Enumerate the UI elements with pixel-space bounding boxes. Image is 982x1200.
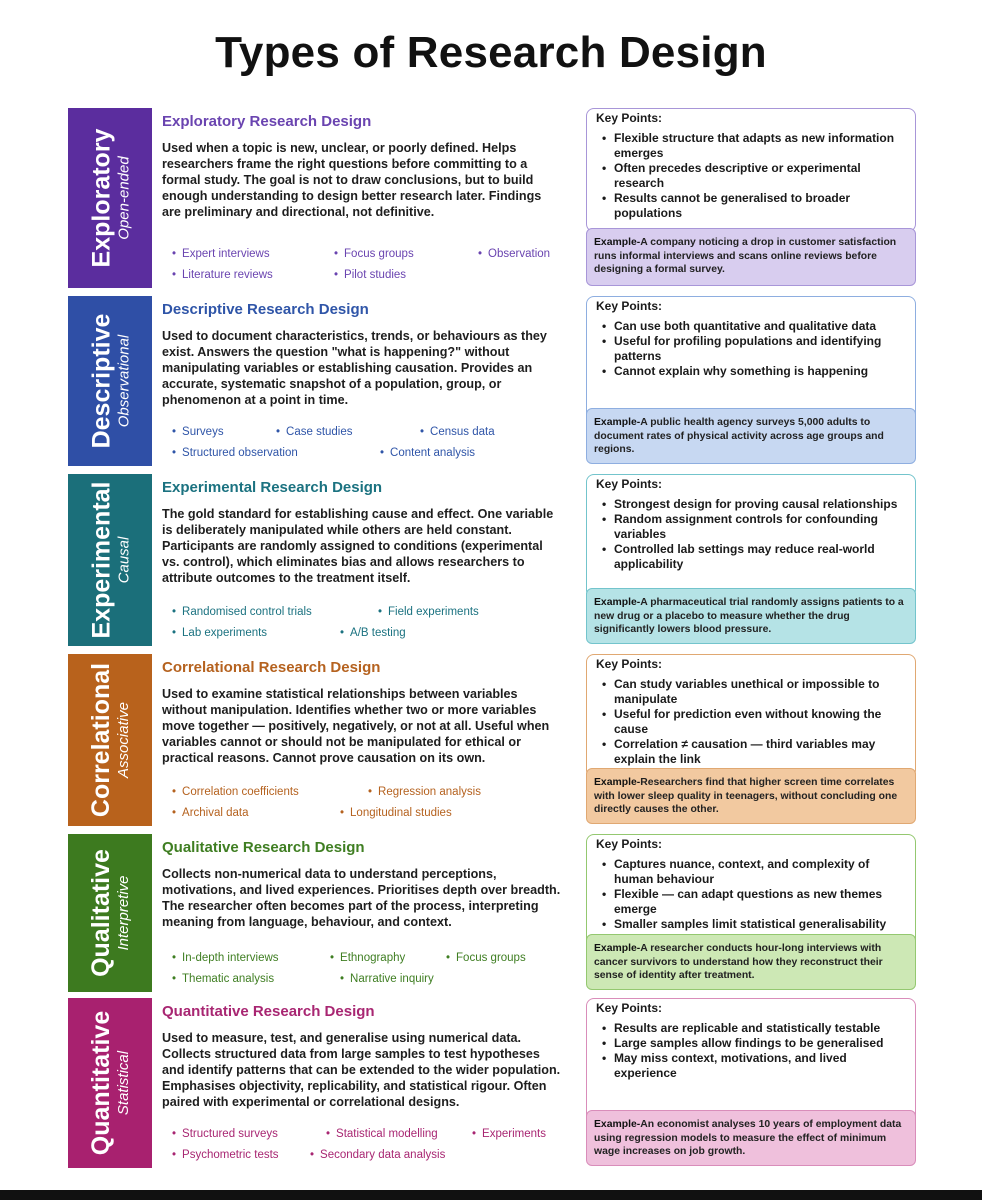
- method-item: • Thematic analysis: [172, 973, 274, 985]
- qualitative-band-subtitle: Interpretive: [115, 875, 133, 951]
- method-item: • Statistical modelling: [326, 1128, 438, 1140]
- exploratory-band-title: Exploratory: [87, 128, 115, 268]
- example-text: An economist analyses 10 years of employment data using regression models to measure the effect of minimum wage increases on job growth.: [594, 1119, 902, 1157]
- section-quantitative: [68, 998, 916, 1168]
- quantitative-band-subtitle: Statistical: [115, 1050, 133, 1116]
- section-correlational: [68, 654, 916, 826]
- key-point: • Often precedes descriptive or experimental research: [596, 161, 909, 191]
- method-item: • Surveys: [172, 426, 224, 438]
- key-point: • Strongest design for proving causal relationships: [596, 497, 909, 512]
- quantitative-band: [68, 998, 152, 1168]
- descriptive-band: [68, 296, 152, 466]
- exploratory-band-subtitle: Open-ended: [115, 156, 132, 240]
- descriptive-example: [586, 408, 916, 464]
- exploratory-key-points: [586, 108, 916, 232]
- example-text: Researchers find that higher screen time correlates with lower sleep quality in teenagers, without concluding one directly causes the other.: [594, 777, 898, 815]
- bottom-bar: [0, 1190, 982, 1200]
- method-item: • Secondary data analysis: [310, 1149, 445, 1161]
- key-point: • Useful for prediction even without knowing the cause: [596, 707, 909, 737]
- method-item: • Content analysis: [380, 447, 475, 459]
- exploratory-description: Used when a topic is new, unclear, or poorly defined. Helps researchers frame the right questions before committing to a formal study. The goal is not to draw conclusions, but to build enough understanding to design better research later. Findings are preliminary and directional, not definitive.: [162, 141, 542, 219]
- section-experimental: [68, 474, 916, 646]
- quantitative-description: Used to measure, test, and generalise using numerical data. Collects structured data from large samples to test hypotheses and identify patterns that can be extended to the wider population. Emphasises objectivity, replicability, and statistical rigour. Often paired with experimental or correlational designs.: [162, 1031, 561, 1109]
- correlational-content: [162, 654, 562, 766]
- experimental-methods: [172, 604, 592, 646]
- descriptive-band-subtitle: Observational: [115, 334, 133, 428]
- descriptive-band-title: Descriptive: [87, 313, 116, 449]
- section-descriptive: [68, 296, 916, 466]
- quantitative-example: [586, 1110, 916, 1166]
- method-item: • Narrative inquiry: [340, 973, 434, 985]
- quantitative-content: [162, 998, 562, 1110]
- section-qualitative: [68, 834, 916, 992]
- method-item: • Regression analysis: [368, 786, 481, 798]
- exploratory-band: [68, 108, 152, 288]
- key-point: • Random assignment controls for confounding variables: [596, 512, 909, 542]
- experimental-example: [586, 588, 916, 644]
- method-item: • Ethnography: [330, 952, 405, 964]
- descriptive-content: [162, 296, 562, 408]
- qualitative-description: Collects non-numerical data to understand perceptions, motivations, and lived experiences. Prioritises depth over breadth. The researcher often becomes part of the process, interpreting meaning from language, behaviour, and context.: [162, 867, 561, 929]
- method-item: • Structured observation: [172, 447, 298, 459]
- method-item: • Longitudinal studies: [340, 807, 452, 819]
- correlational-band-title: Correlational: [87, 662, 116, 818]
- qualitative-content: [162, 834, 562, 930]
- qualitative-band-title: Qualitative: [87, 849, 116, 977]
- experimental-band: [68, 474, 152, 646]
- key-point: • Correlation ≠ causation — third variables may explain the link: [596, 737, 909, 767]
- example-label: Example-: [594, 1119, 641, 1130]
- key-point: • Results are replicable and statistically testable: [596, 1021, 909, 1036]
- method-item: • Focus groups: [334, 248, 414, 260]
- qualitative-band: [68, 834, 152, 992]
- key-points-label: Key Points:: [596, 111, 663, 125]
- exploratory-example: [586, 228, 916, 286]
- method-item: • Lab experiments: [172, 627, 267, 639]
- correlational-band-subtitle: Associative: [115, 702, 133, 778]
- example-label: Example-: [594, 777, 641, 788]
- method-item: • A/B testing: [340, 627, 406, 639]
- method-item: • Case studies: [276, 426, 353, 438]
- qualitative-example: [586, 934, 916, 990]
- key-points-label: Key Points:: [596, 477, 663, 491]
- method-item: • Expert interviews: [172, 248, 270, 260]
- method-item: • Census data: [420, 426, 495, 438]
- key-points-label: Key Points:: [596, 299, 663, 313]
- method-item: • Experiments: [472, 1128, 546, 1140]
- method-item: • Focus groups: [446, 952, 526, 964]
- example-text: A researcher conducts hour-long interviews with cancer survivors to understand how they reconstruct their sense of identity after treatment.: [594, 943, 883, 981]
- example-label: Example-: [594, 597, 641, 608]
- method-item: • Randomised control trials: [172, 606, 312, 618]
- experimental-content: [162, 474, 562, 586]
- qualitative-heading: Qualitative Research Design: [162, 839, 365, 856]
- experimental-description: The gold standard for establishing cause and effect. One variable is deliberately manipulated while others are held constant. Participants are randomly assigned to conditions (experimental vs. control), which eliminates bias and allows researchers to attribute outcomes to the treatment itself.: [162, 507, 554, 585]
- exploratory-content: [162, 108, 562, 220]
- descriptive-key-points: [586, 296, 916, 420]
- method-item: • Archival data: [172, 807, 249, 819]
- method-item: • Psychometric tests: [172, 1149, 279, 1161]
- method-item: • In-depth interviews: [172, 952, 279, 964]
- example-label: Example-: [594, 943, 641, 954]
- method-item: • Literature reviews: [172, 269, 273, 281]
- experimental-heading: Experimental Research Design: [162, 479, 383, 496]
- key-point: • Can use both quantitative and qualitative data: [596, 319, 909, 334]
- method-item: • Field experiments: [378, 606, 479, 618]
- key-point: • Flexible structure that adapts as new information emerges: [596, 131, 909, 161]
- quantitative-methods: [172, 1126, 592, 1168]
- correlational-description: Used to examine statistical relationships between variables without manipulation. Identifies whether two or more variables move together — positively, negatively, or not at all. Useful when variables cannot or should not be manipulated for ethical or practical reasons. Cannot prove causation on its own.: [162, 687, 550, 765]
- page-title: Types of Research Design: [215, 28, 767, 77]
- experimental-band-title: Experimental: [87, 481, 116, 639]
- correlational-key-points: [586, 654, 916, 778]
- key-points-label: Key Points:: [596, 657, 663, 671]
- example-text: A company noticing a drop in customer satisfaction runs informal interviews and scans online reviews before designing a formal survey.: [594, 237, 897, 275]
- exploratory-heading: Exploratory Research Design: [162, 113, 372, 130]
- experimental-band-subtitle: Causal: [115, 536, 133, 584]
- correlational-heading: Correlational Research Design: [162, 659, 381, 676]
- exploratory-methods: [172, 246, 592, 288]
- method-item: • Structured surveys: [172, 1128, 278, 1140]
- example-text: A pharmaceutical trial randomly assigns patients to a new drug or a placebo to measure whether the drug significantly lowers blood pressure.: [594, 597, 904, 635]
- descriptive-description: Used to document characteristics, trends, or behaviours as they exist. Answers the question "what is happening?" without manipulating variables or establishing causation. Provides an accurate, systematic snapshot of a population, group, or phenomenon at a point in time.: [162, 329, 547, 407]
- key-point: • Controlled lab settings may reduce real-world applicability: [596, 542, 909, 572]
- key-points-label: Key Points:: [596, 1001, 663, 1015]
- key-point: • Results cannot be generalised to broader populations: [596, 191, 909, 221]
- descriptive-heading: Descriptive Research Design: [162, 301, 369, 318]
- key-points-label: Key Points:: [596, 837, 663, 851]
- descriptive-methods: [172, 424, 592, 466]
- quantitative-key-points: [586, 998, 916, 1122]
- key-point: • Useful for profiling populations and identifying patterns: [596, 334, 909, 364]
- key-point: • Flexible — can adapt questions as new themes emerge: [596, 887, 909, 917]
- section-exploratory: [68, 108, 916, 288]
- key-point: • Captures nuance, context, and complexity of human behaviour: [596, 857, 909, 887]
- quantitative-heading: Quantitative Research Design: [162, 1003, 375, 1020]
- method-item: • Correlation coefficients: [172, 786, 299, 798]
- key-point: • Can study variables unethical or impossible to manipulate: [596, 677, 909, 707]
- key-point: • May miss context, motivations, and lived experience: [596, 1051, 909, 1081]
- correlational-example: [586, 768, 916, 824]
- method-item: • Observation: [478, 248, 550, 260]
- key-point: • Cannot explain why something is happening: [596, 364, 909, 379]
- experimental-key-points: [586, 474, 916, 598]
- example-label: Example-: [594, 417, 641, 428]
- example-text: A public health agency surveys 5,000 adults to document rates of physical activity across age groups and regions.: [594, 417, 884, 455]
- example-label: Example-: [594, 237, 641, 248]
- correlational-band: [68, 654, 152, 826]
- correlational-methods: [172, 784, 592, 826]
- method-item: • Pilot studies: [334, 269, 406, 281]
- key-point: • Smaller samples limit statistical generalisability: [596, 917, 909, 932]
- key-point: • Large samples allow findings to be generalised: [596, 1036, 909, 1051]
- quantitative-band-title: Quantitative: [87, 1010, 116, 1156]
- qualitative-methods: [172, 950, 592, 992]
